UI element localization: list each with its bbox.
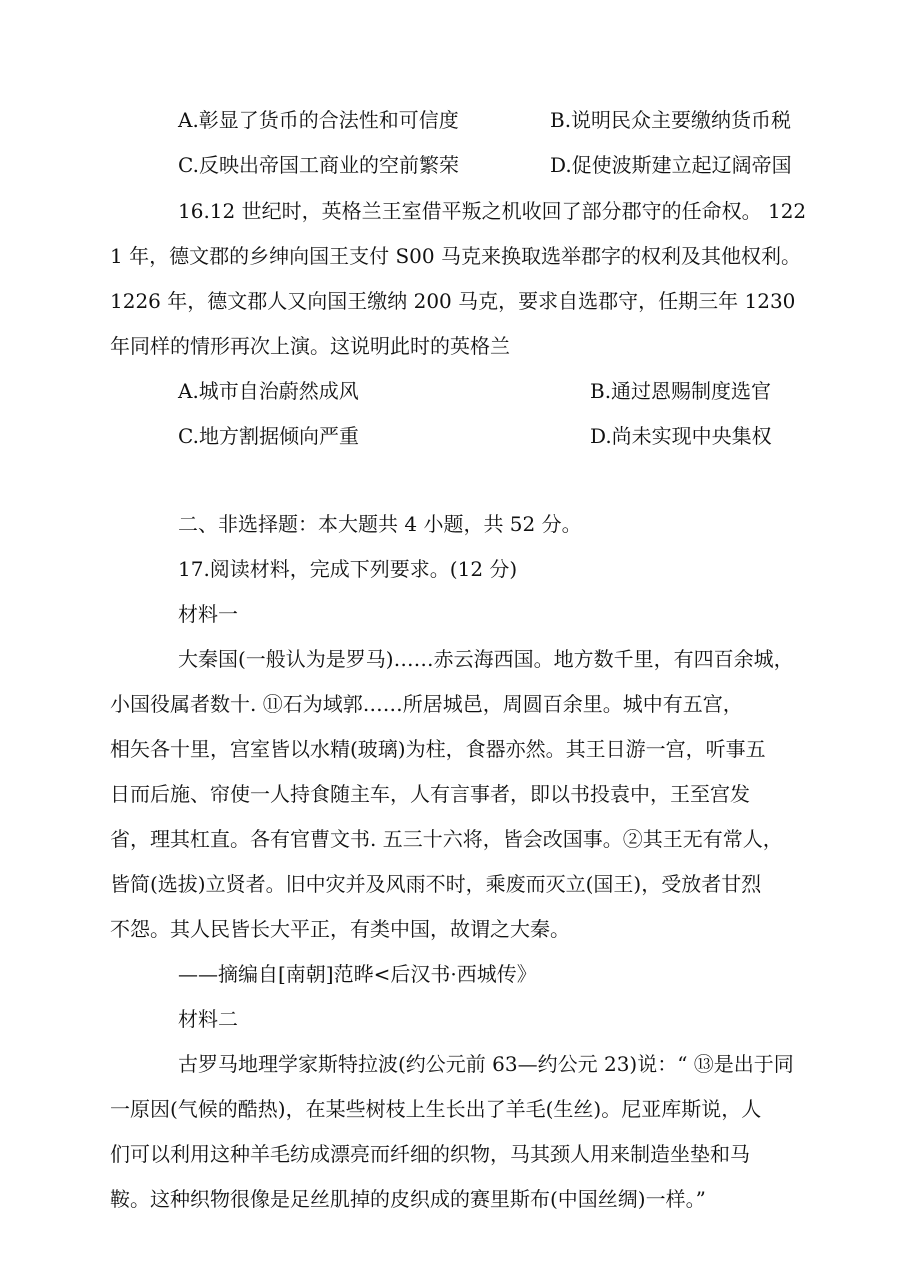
q17-title: 17.阅读材料，完成下列要求。(12 分) — [178, 557, 518, 581]
material-2-line-4: 鞍。这种织物很像是足丝肌掉的皮织成的赛里斯布(中国丝绸)一样。” — [110, 1187, 706, 1211]
q16-option-d: D.尚未实现中央集权 — [590, 424, 772, 448]
q16-stem-line-2: 1 年，德文郡的乡绅向国王支付 S00 马克来换取选举郡字的权利及其他权利。 — [110, 244, 801, 268]
q15-option-c: C.反映出帝国工商业的空前繁荣 — [178, 153, 459, 177]
material-1-line-1: 大秦国(一般认为是罗马)……赤云海西国。地方数千里，有四百余城， — [178, 647, 794, 671]
q16-option-c: C.地方割据倾向严重 — [178, 424, 359, 448]
material-1-label: 材料一 — [178, 602, 238, 626]
q15-option-b: B.说明民众主要缴纳货币税 — [550, 108, 792, 132]
material-1-line-3: 相矢各十里，宫室皆以水精(玻璃)为柱，食器亦然。其王日游一宫，听事五 — [110, 737, 766, 761]
material-1-line-7: 不怨。其人民皆长大平正，有类中国，故谓之大秦。 — [110, 917, 570, 941]
material-2-label: 材料二 — [178, 1007, 238, 1031]
material-1-source: ——摘编自[南朝]范晔<后汉书·西城传》 — [178, 962, 537, 986]
q15-option-a: A.彰显了货币的合法性和可信度 — [178, 108, 459, 132]
q16-option-b: B.通过恩赐制度选官 — [590, 379, 772, 403]
material-1-line-6: 皆简(选拔)立贤者。旧中灾并及风雨不时，乘废而灭立(国王)，受放者甘烈 — [110, 872, 762, 896]
material-2-line-1: 古罗马地理学家斯特拉波(约公元前 63—约公元 23)说：“ ⑬是出于同 — [178, 1052, 794, 1076]
material-1-line-5: 省，理其杠直。各有官曹文书. 五三十六将，皆会改国事。②其王无有常人， — [110, 827, 783, 851]
q16-stem-line-1: 16.12 世纪时，英格兰王室借平叛之机收回了部分郡守的任命权。 122 — [178, 199, 807, 223]
q15-option-d: D.促使波斯建立起辽阔帝国 — [550, 153, 792, 177]
material-1-line-4: 日而后施、帘使一人持食随主车，人有言事者，即以书投袁中，王至宫发 — [110, 782, 750, 806]
material-2-line-2: 一原因(气候的酷热)，在某些树枝上生长出了羊毛(生丝)。尼亚库斯说，人 — [110, 1097, 762, 1121]
material-2-line-3: 们可以利用这种羊毛纺成漂亮而纤细的织物，马其颈人用来制造坐垫和马 — [110, 1142, 750, 1166]
q16-option-a: A.城市自治蔚然成风 — [178, 379, 359, 403]
q16-stem-line-3: 1226 年，德文郡人又向国王缴纳 200 马克，要求自选郡守，任期三年 1230 — [110, 289, 796, 313]
material-1-line-2: 小国役属者数十. ⑪石为域郭……所居城邑，周圆百余里。城中有五宫， — [110, 692, 743, 716]
q16-stem-line-4: 年同样的情形再次上演。这说明此时的英格兰 — [110, 334, 510, 358]
section-heading: 二、非选择题：本大题共 4 小题，共 52 分。 — [178, 512, 582, 536]
